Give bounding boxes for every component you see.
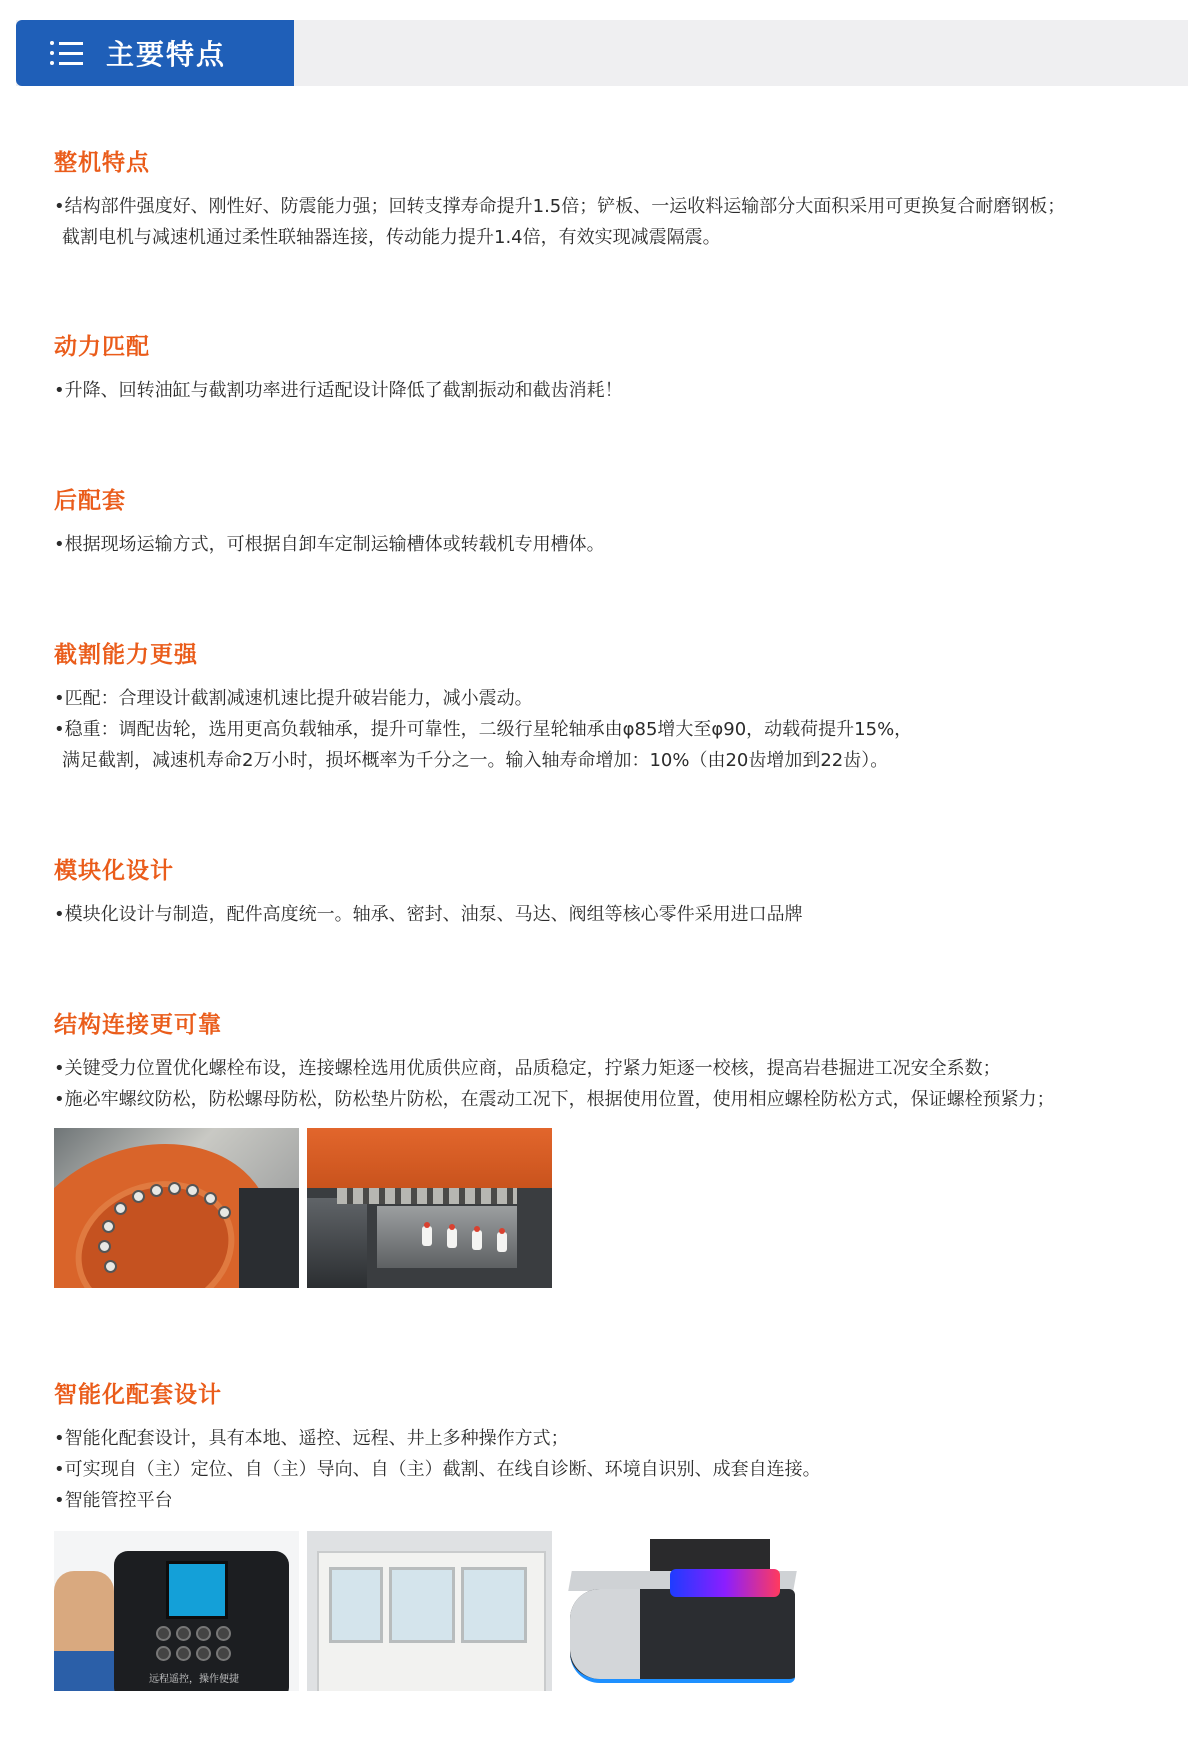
section-title: 截割能力更强 [54,642,198,668]
feature-line: •升降、回转油缸与截割功率进行适配设计降低了截割振动和截齿消耗！ [54,380,623,401]
photo-caption: 远程遥控，操作便捷 [149,1674,239,1685]
section-title: 动力匹配 [54,334,150,360]
list-icon [50,38,84,68]
feature-line: •智能管控平台 [54,1490,173,1511]
section-structural-connection [54,1006,1174,1115]
feature-line: •模块化设计与制造，配件高度统一。轴承、密封、油泵、马达、阀组等核心零件采用进口品牌 [54,904,803,925]
feature-line: 截割电机与减速机通过柔性联轴器连接，传动能力提升1.4倍，有效实现减震隔震。 [62,227,721,248]
section-title: 结构连接更可靠 [54,1012,222,1038]
reducer-photo [54,1128,299,1288]
section-intelligent-design [54,1376,1174,1516]
control-console-photo [560,1531,805,1691]
section-title: 模块化设计 [54,858,174,884]
photo-row-intelligent [54,1531,805,1691]
section-title: 后配套 [54,488,126,514]
remote-control-photo [54,1531,299,1691]
photo-row-structure [54,1128,552,1288]
feature-line: •施必牢螺纹防松，防松螺母防松，防松垫片防松，在震动工况下，根据使用位置，使用相应螺栓防松方式，保证螺栓预紧力； [54,1089,1055,1110]
feature-line: •智能化配套设计，具有本地、遥控、远程、井上多种操作方式； [54,1428,569,1449]
section-whole-machine [54,144,1174,253]
feature-line: •结构部件强度好、刚性好、防震能力强；回转支撑寿命提升1.5倍；铲板、一运收料运输部分大面积采用可更换复合耐磨钢板； [54,196,1066,217]
cutting-head-photo [307,1128,552,1288]
control-cabinet-photo [307,1531,552,1691]
section-rear-support [54,482,1174,560]
feature-line: •可实现自（主）定位、自（主）导向、自（主）截割、在线自诊断、环境自识别、成套自连接。 [54,1459,821,1480]
feature-line: 满足截割，减速机寿命2万小时，损坏概率为千分之一。输入轴寿命增加：10%（由20齿增加到22齿）。 [62,750,889,771]
section-cutting-capability [54,636,1174,776]
feature-line: •稳重：调配齿轮，选用更高负载轴承，提升可靠性，二级行星轮轴承由φ85增大至φ90，动载荷提升15%， [54,719,913,740]
section-power-matching [54,328,1174,406]
feature-line: •根据现场运输方式，可根据自卸车定制运输槽体或转载机专用槽体。 [54,534,605,555]
feature-line: •匹配：合理设计截割减速机速比提升破岩能力，减小震动。 [54,688,533,709]
page-title: 主要特点 [106,38,227,71]
section-header [16,20,1188,86]
section-modular-design [54,852,1174,930]
section-title: 整机特点 [54,150,150,176]
header-tab [16,20,294,86]
feature-line: •关键受力位置优化螺栓布设，连接螺栓选用优质供应商，品质稳定，拧紧力矩逐一校核，提高岩巷掘进工况安全系数； [54,1058,1001,1079]
section-title: 智能化配套设计 [54,1382,222,1408]
